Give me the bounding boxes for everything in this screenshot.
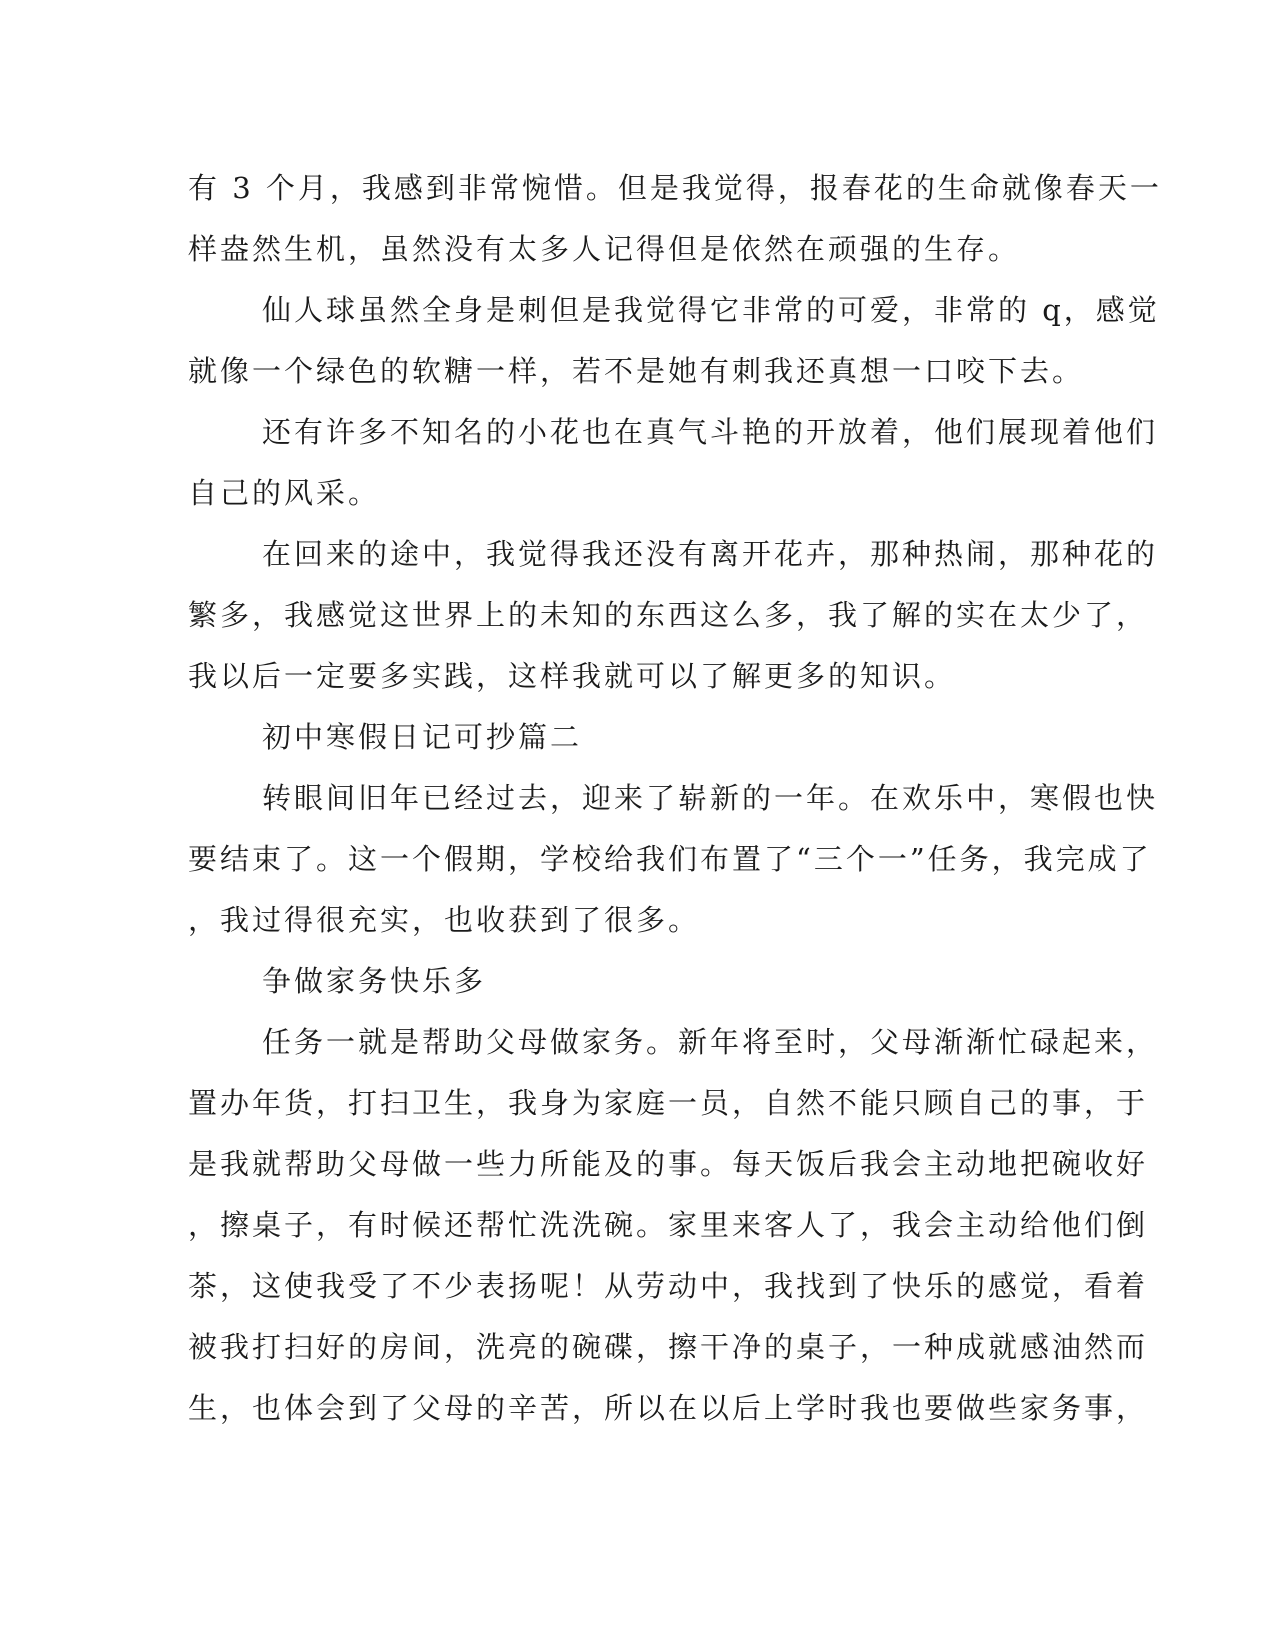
text-line: ，擦桌子，有时候还帮忙洗洗碗。家里来客人了，我会主动给他们倒	[188, 1208, 1149, 1242]
text-line: 初中寒假日记可抄篇二	[262, 720, 583, 754]
text-line: 置办年货，打扫卫生，我身为家庭一员，自然不能只顾自己的事，于	[188, 1086, 1149, 1120]
document-body	[188, 158, 1162, 1439]
text-line: 生，也体会到了父母的辛苦，所以在以后上学时我也要做些家务事，	[188, 1391, 1149, 1425]
text-line: 自己的风采。	[188, 476, 381, 510]
text-line: 还有许多不知名的小花也在真气斗艳的开放着，他们展现着他们	[262, 415, 1159, 449]
text-line: 转眼间旧年已经过去，迎来了崭新的一年。在欢乐中，寒假也快	[262, 781, 1159, 815]
text-line: 繁多，我感觉这世界上的未知的东西这么多，我了解的实在太少了，	[188, 598, 1149, 632]
text-line: 我以后一定要多实践，这样我就可以了解更多的知识。	[188, 659, 957, 693]
text-line: 样盎然生机，虽然没有太多人记得但是依然在顽强的生存。	[188, 232, 1021, 266]
text-line: 仙人球虽然全身是刺但是我觉得它非常的可爱，非常的 q，感觉	[262, 293, 1160, 327]
text-line: 是我就帮助父母做一些力所能及的事。每天饭后我会主动地把碗收好	[188, 1147, 1149, 1181]
text-line: 要结束了。这一个假期，学校给我们布置了“三个一”任务，我完成了	[188, 842, 1152, 876]
text-line: 争做家务快乐多	[262, 964, 487, 998]
text-line: 茶，这使我受了不少表扬呢！从劳动中，我找到了快乐的感觉，看着	[188, 1269, 1149, 1303]
text-line: 任务一就是帮助父母做家务。新年将至时，父母渐渐忙碌起来，	[262, 1025, 1159, 1059]
text-line: 有 3 个月，我感到非常惋惜。但是我觉得，报春花的生命就像春天一	[188, 171, 1162, 205]
text-line: ，我过得很充实，也收获到了很多。	[188, 903, 701, 937]
text-line: 被我打扫好的房间，洗亮的碗碟，擦干净的桌子，一种成就感油然而	[188, 1330, 1149, 1364]
text-line: 就像一个绿色的软糖一样，若不是她有刺我还真想一口咬下去。	[188, 354, 1085, 388]
text-line: 在回来的途中，我觉得我还没有离开花卉，那种热闹，那种花的	[262, 537, 1159, 571]
